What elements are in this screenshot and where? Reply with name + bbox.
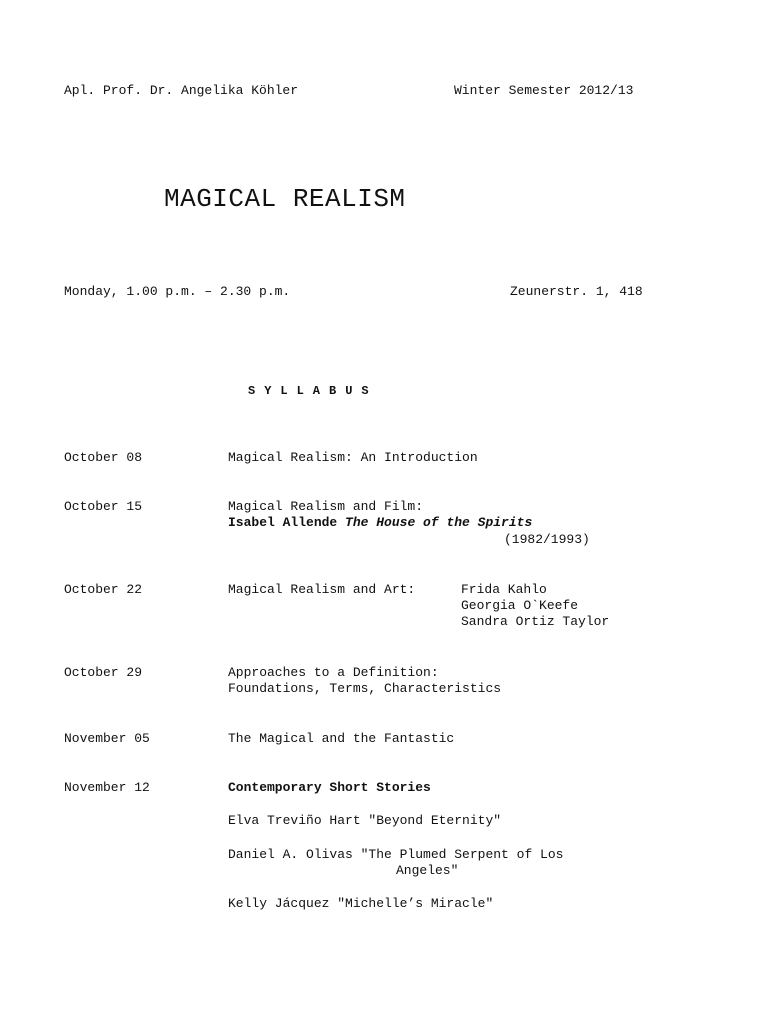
course-title: MAGICAL REALISM xyxy=(164,184,406,214)
session-date: October 29 xyxy=(64,665,143,680)
film-author: Isabel Allende xyxy=(228,515,338,530)
session-topic: Approaches to a Definition: xyxy=(228,665,439,680)
artist-item: Georgia O`Keefe xyxy=(461,598,579,613)
course-time: Monday, 1.00 p.m. – 2.30 p.m. xyxy=(64,284,291,299)
film-title: The House of the Spirits xyxy=(345,515,533,530)
film-line xyxy=(228,515,532,531)
session-subtopic: Foundations, Terms, Characteristics xyxy=(228,681,502,696)
session-date: October 08 xyxy=(64,450,143,465)
film-years: (1982/1993) xyxy=(504,532,590,547)
story-item-continued: Angeles" xyxy=(396,863,459,878)
session-topic: Magical Realism: An Introduction xyxy=(228,450,478,465)
artist-item: Sandra Ortiz Taylor xyxy=(461,614,610,629)
story-item: Kelly Jácquez "Michelle’s Miracle" xyxy=(228,896,494,911)
story-item: Elva Treviño Hart "Beyond Eternity" xyxy=(228,813,502,828)
session-topic: Magical Realism and Film: xyxy=(228,499,424,514)
instructor-name: Apl. Prof. Dr. Angelika Köhler xyxy=(64,83,299,98)
artist-item: Frida Kahlo xyxy=(461,582,547,597)
syllabus-heading: SYLLABUS xyxy=(248,384,378,398)
session-date: November 05 xyxy=(64,731,150,746)
session-topic: Magical Realism and Art: xyxy=(228,582,416,597)
story-item: Daniel A. Olivas "The Plumed Serpent of Los xyxy=(228,847,564,862)
session-topic: Contemporary Short Stories xyxy=(228,780,431,795)
session-date: November 12 xyxy=(64,780,150,795)
session-topic: The Magical and the Fantastic xyxy=(228,731,455,746)
session-date: October 15 xyxy=(64,499,143,514)
session-date: October 22 xyxy=(64,582,143,597)
semester: Winter Semester 2012/13 xyxy=(454,83,634,98)
course-room: Zeunerstr. 1, 418 xyxy=(510,284,643,299)
